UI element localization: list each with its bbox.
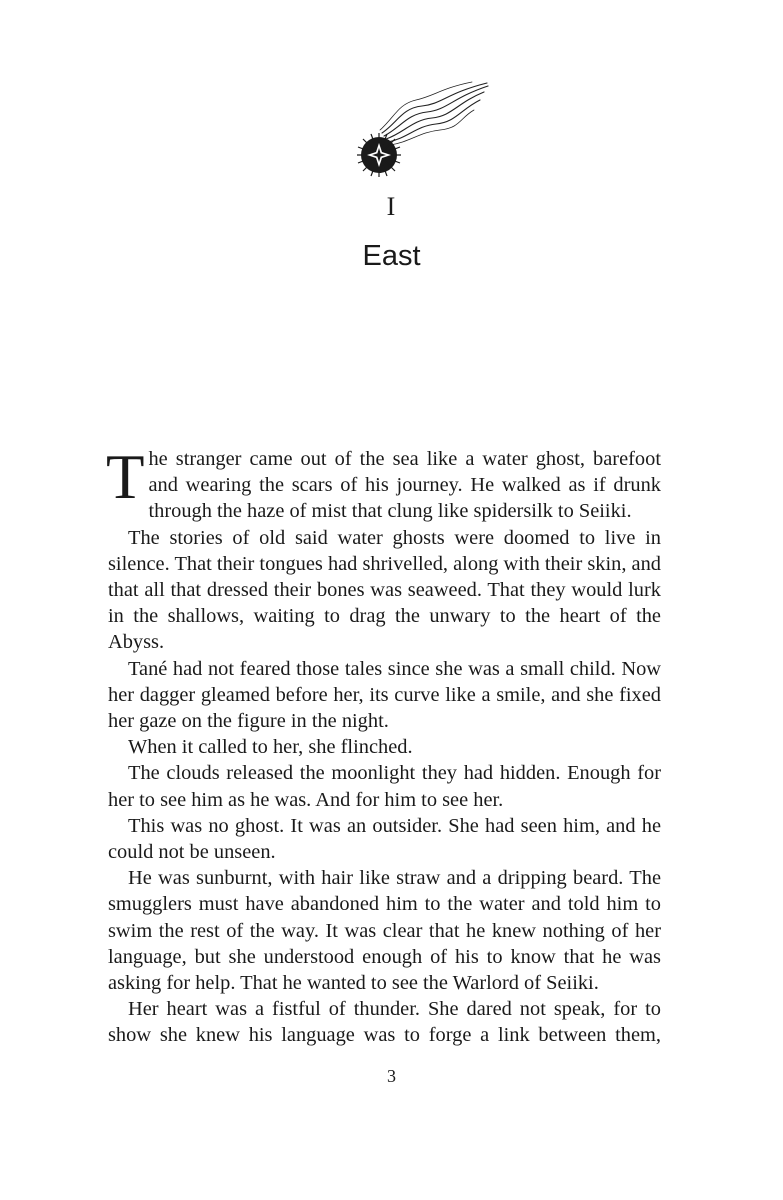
chapter-body: [106, 442, 661, 1049]
chapter-number: I: [386, 192, 397, 221]
paragraph: When it called to her, she flinched.: [128, 736, 413, 759]
drop-cap: T: [106, 442, 145, 512]
opening-paragraph: [106, 442, 661, 525]
paragraph: He was sunburnt, with hair like straw and a dripping beard. The smugglers must have abandoned him to the water and told him to swim the rest of the way. It was clear that he knew nothing of her language, but she understood enough of his to know that he was asking for help. That he wanted to see the Warlord of Seiiki.: [108, 867, 661, 995]
shooting-star-icon: [352, 78, 492, 178]
chapter-title: East: [362, 240, 421, 272]
page-number: 3: [387, 1066, 396, 1086]
paragraph: The stories of old said water ghosts were doomed to live in silence. That their tongues had shrivelled, along with their skin, and that all that dressed their bones was seaweed. That they would lurk in the shallows, waiting to drag the unwary to the heart of the Abyss.: [108, 526, 661, 654]
paragraph: This was no ghost. It was an outsider. She had seen him, and he could not be unseen.: [108, 814, 661, 864]
opening-paragraph-text: he stranger came out of the sea like a water ghost, barefoot and wearing the scars of his journey. He walked as if drunk through the haze of mist that clung like spidersilk to Seiiki.: [148, 448, 661, 523]
paragraph: Tané had not feared those tales since she was a small child. Now her dagger gleamed before her, its curve like a smile, and she fixed her gaze on the figure in the night.: [108, 657, 661, 733]
paragraph: Her heart was a fistful of thunder. She dared not speak, for to show she knew his language was to forge a link between them,: [108, 998, 661, 1047]
paragraph: The clouds released the moonlight they had hidden. Enough for her to see him as he was. And for him to see her.: [108, 762, 661, 811]
